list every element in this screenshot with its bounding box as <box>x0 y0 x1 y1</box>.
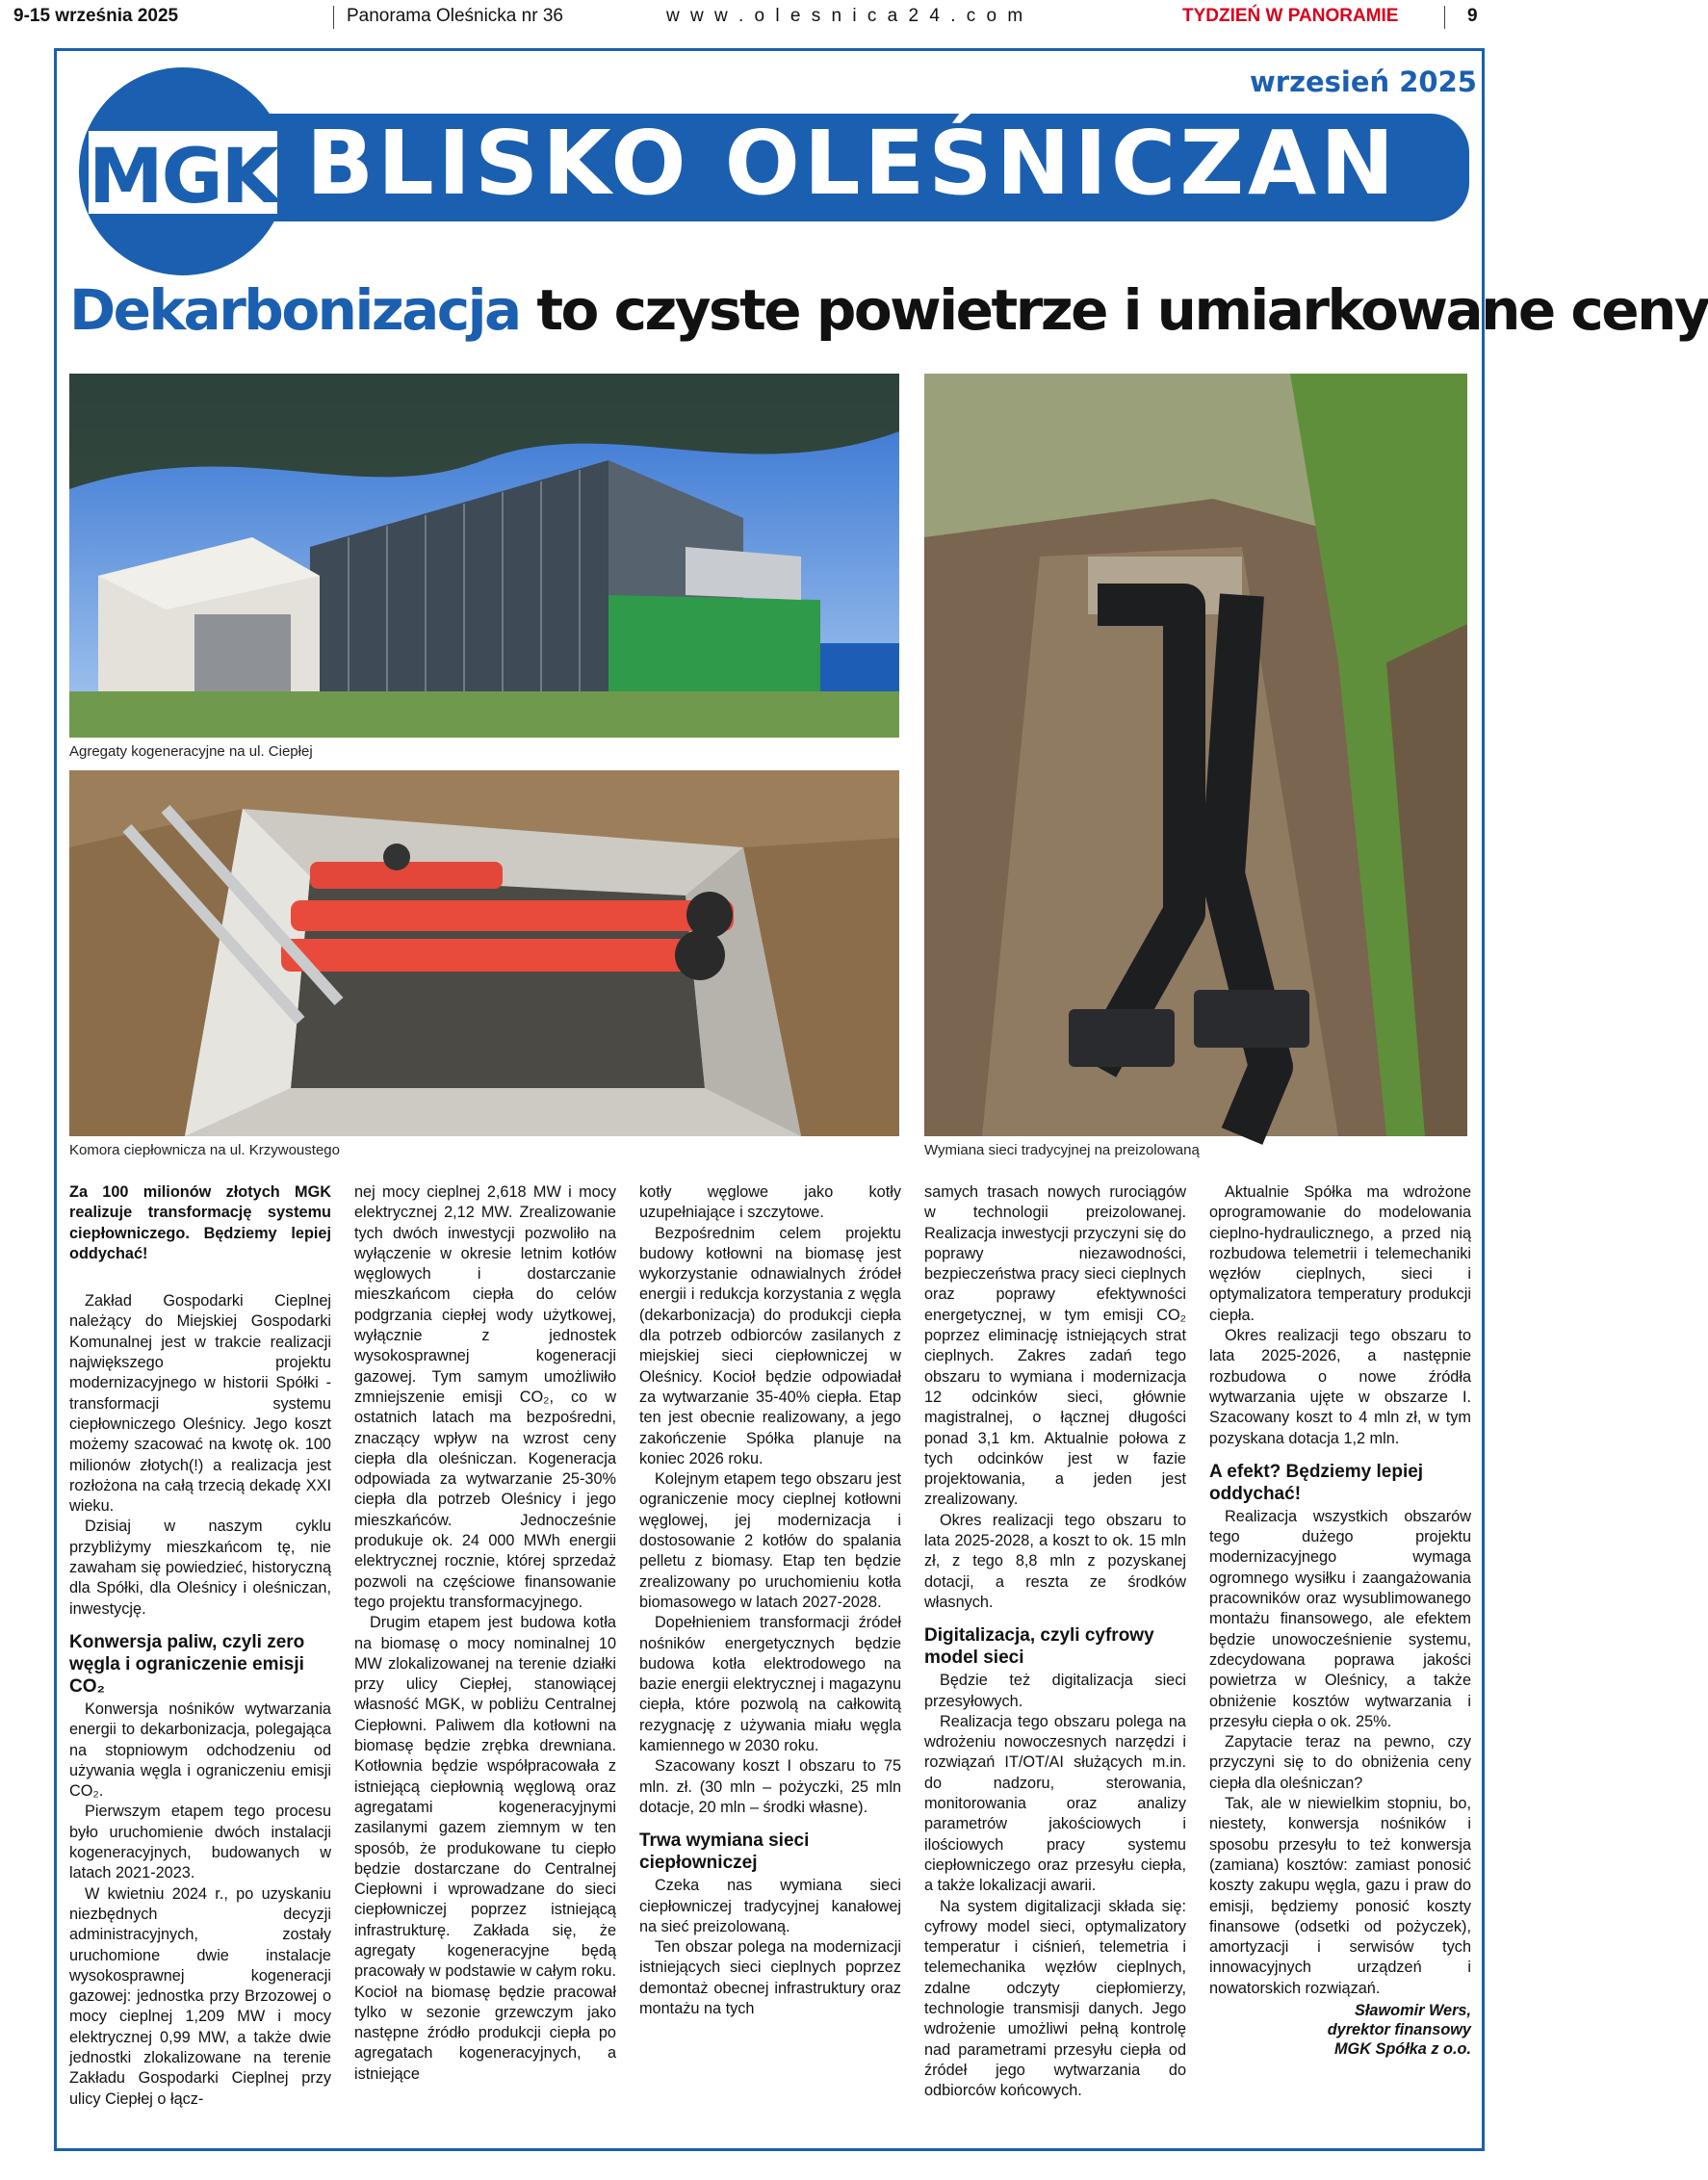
article-paragraph: Konwersja nośników wytwarzania energii to dekarbonizacja, polegająca na stopniowym odchodzeniu od używania węgla i ograniczeniu emisji CO₂. <box>69 1700 331 1801</box>
header-divider <box>333 6 334 29</box>
author-name: Sławomir Wers, <box>1355 2001 1471 2019</box>
subheading-fuel-conversion: Konwersja paliw, czyli zero węgla i ograniczenie emisji CO₂ <box>69 1631 305 1697</box>
subheading-effect: A efekt? Będziemy lepiej oddychać! <box>1209 1461 1424 1504</box>
website-url: w w w . o l e s n i c a 2 4 . c o m <box>666 6 1026 26</box>
article-paragraph: Na system digitalizacji składa się: cyfrowy model sieci, optymalizatory temperatur i ciśnień, telemetria i telemechanika węzłów cieplnych, zdalne odczyty ciepłomierzy, technologie transmisji danych. Jego wdrożenie umożliwi pełną kontrolę nad parametrami przesyłu ciepła od źródeł jego wytwarzania do odbiorców końcowych. <box>924 1897 1186 2100</box>
running-header <box>0 0 1500 37</box>
article-paragraph: Czeka nas wymiana sieci ciepłowniczej tradycyjnej kanałowej na sieć preizolowaną. <box>639 1877 901 1935</box>
photo-cogeneration-units <box>69 374 899 738</box>
headline-accent: Dekarbonizacja <box>69 277 520 343</box>
article-paragraph: W kwietniu 2024 r., po uzyskaniu niezbędnych decyzji administracyjnych, zostały uruchomione dwie instalacje wysokosprawnej kogeneracji gazowej: jednostka przy Brzozowej o mocy cieplnej 1,209 MW i mocy elektrycznej 0,99 MW, a także dwie jednostki zlokalizowane na terenie Zakładu Gospodarki Cieplnej przy ulicy Ciepłej o łącz- <box>69 1884 331 2108</box>
article-column-4 <box>924 1182 1186 2101</box>
article-paragraph: Będzie też digitalizacja sieci przesyłowych. <box>924 1672 1186 1710</box>
headline-rest: to czyste powietrze i umiarkowane ceny <box>519 277 1708 343</box>
article-paragraph: Zakład Gospodarki Cieplnej należący do Miejskiej Gospodarki Komunalnej jest w trakcie realizacji największego projektu modernizacyjnego w historii Spółki - transformacji systemu ciepłowniczego Oleśnicy. Jego koszt możemy szacować na kwotę ok. 100 milionów złotych(!) a realizacja jest rozłożona na całą trzecią dekadę XXI wieku. <box>69 1292 331 1516</box>
article-paragraph: kotły węglowe jako kotły uzupełniające i szczytowe. <box>639 1183 901 1222</box>
article-paragraph: Okres realizacji tego obszaru to lata 2025-2028, a koszt to ok. 15 mln zł, z tego 8,8 mln z pozyskanej dotacji, a reszta ze środków własnych. <box>924 1511 1186 1611</box>
article-paragraph: Realizacja wszystkich obszarów tego dużego projektu modernizacyjnego wymaga ogromnego wysiłku i zaangażowania pracowników oraz wysublimowanego montażu finansowego, ale efektem będzie unowocześnienie systemu, zdecydowana poprawa jakości powietrza w Oleśnicy, a także obniżenie kosztów wytwarzania i przesyłu ciepła o ok. 25%. <box>1209 1507 1471 1730</box>
section-title: TYDZIEŃ W PANORAMIE <box>1182 6 1399 26</box>
article-paragraph: Dzisiaj w naszym cyklu przybliżymy mieszkańcom tę, nie zawaham się powiedzieć, historyczną dla Spółki, dla Oleśnicy i oleśniczan, inwestycję. <box>69 1518 331 1618</box>
article-paragraph: nej mocy cieplnej 2,618 MW i mocy elektrycznej 2,12 MW. Zrealizowanie tych dwóch inwestycji pozwoliło na wyłączenie w okresie letnim kotłów węglowych i dostarczanie mieszkańcom ciepła do celów podgrzania ciepłej wody użytkowej, wyłącznie z jednostek wysokosprawnej kogeneracji gazowej. Tym samym umożliwiło zmniejszenie emisji CO₂, co w ostatnich latach ma bezpośredni, znaczący wpływ na wzrost ceny ciepła dla oleśniczan. Kogeneracja odpowiada za wytwarzanie 25-30% ciepła dla potrzeb Oleśnicy i jego mieszkańców. Jednocześnie produkuje ok. 24 000 MWh energii elektrycznej rocznie, której sprzedaż pozwoli na częściowe finansowanie tego projektu transformacyjnego. <box>354 1183 616 1611</box>
article-paragraph: Szacowany koszt I obszaru to 75 mln. zł. (30 mln – pożyczki, 25 mln dotacje, 20 mln – środki własne). <box>639 1757 901 1816</box>
subheading-network-replacement: Trwa wymiana sieci ciepłowniczej <box>639 1830 810 1874</box>
article-paragraph: Zapytacie teraz na pewno, czy przyczyni się to do obniżenia ceny ciepła dla oleśniczan? <box>1209 1733 1471 1792</box>
article-paragraph: Kolejnym etapem tego obszaru jest ograniczenie mocy cieplnej kotłowni węglowej, jej modernizacja i dostosowanie 2 kotłów do spalania pelletu z biomasy. Etap ten będzie zrealizowany po uruchomieniu kotła biomasowego w latach 2027-2028. <box>639 1470 901 1611</box>
logo-text: MGK <box>88 134 278 221</box>
caption-heating-chamber: Komora ciepłownicza na ul. Krzywoustego <box>69 1142 340 1158</box>
caption-pipe-replacement: Wymiana sieci tradycyjnej na preizolowaną <box>924 1142 1200 1158</box>
article-paragraph: Dopełnieniem transformacji źródeł nośników energetycznych będzie budowa kotła elektrodowego na bazie energii elektrycznej i magazynu ciepła, które pozwolą na całkowitą rezygnację z używania miału węgla kamiennego w 2030 roku. <box>639 1614 901 1755</box>
author-role: dyrektor finansowy <box>1327 2020 1471 2038</box>
photo-heating-chamber <box>69 770 899 1136</box>
article-paragraph: Aktualnie Spółka ma wdrożone oprogramowanie do modelowania cieplno-hydraulicznego, a przed nią rozbudowa telemetrii i telemechaniki węzłów cieplnych, sieci i optymalizatora temperatury produkcji ciepła. <box>1209 1183 1471 1324</box>
article-paragraph: Tak, ale w niewielkim stopniu, bo, niestety, konwersja nośników i sposobu przesyłu to też konwersja (zamiana) kosztów: zamiast ponosić koszty zakupu węgla, gazu i praw do emisji, będziemy ponosić koszty finansowe (odsetki od pożyczek), amortyzacji i serwisów tych innowacyjnych urządzeń i nowatorskich rozwiązań. <box>1209 1795 1471 1997</box>
mgk-logo <box>75 64 291 279</box>
article-paragraph: Okres realizacji tego obszaru to lata 2025-2026, a następnie rozbudowa o nowe źródła wytwarzania ujęte w obszarze I. Szacowany koszt to 4 mln zł, w tym pozyskana dotacja 1,2 mln. <box>1209 1327 1471 1447</box>
author-signature <box>1209 2001 1471 2059</box>
masthead-issue-date: wrzesień 2025 <box>1250 65 1477 98</box>
article-paragraph: samych trasach nowych rurociągów w technologii preizolowanej. Realizacja inwestycji przyczyni się do poprawy niezawodności, bezpieczeństwa pracy sieci cieplnych oraz poprawy efektywności energetycznej, w tym emisji CO₂ poprzez eliminację istniejących strat cieplnych. Zakres zadań tego obszaru to wymiana i modernizacja 12 odcinków sieci, głównie magistralnej, o łącznej długości ponad 3,1 km. Aktualnie połowa z tych odcinków jest w fazie projektowania, a jeden jest zrealizowany. <box>924 1183 1186 1509</box>
article-paragraph: Pierwszym etapem tego procesu było uruchomienie dwóch instalacji kogeneracyjnych, budowanych w latach 2021-2023. <box>69 1803 331 1882</box>
author-company: MGK Spółka z o.o. <box>1333 2039 1471 2058</box>
article-paragraph: Ten obszar polega na modernizacji istniejących sieci cieplnych poprzez demontaż obecnej infrastruktury oraz montażu na tych <box>639 1938 901 2017</box>
article-column-1 <box>69 1182 331 2110</box>
article-column-5 <box>1209 1182 1471 2059</box>
paper-issue: Panorama Oleśnicka nr 36 <box>347 6 563 26</box>
article-headline <box>69 277 1708 343</box>
page-number: 9 <box>1467 6 1478 26</box>
article-paragraph: Drugim etapem jest budowa kotła na biomasę o mocy nominalnej 10 MW zlokalizowanej na terenie działki przy ulicy Ciepłej, stanowiącej własność MGK, w pobliżu Centralnej Ciepłowni. Paliwem dla kotłowni na biomasę będzie zrębka drewniana. Kotłownia będzie współpracowała z istniejącą ciepłownią węglową oraz agregatami kogeneracyjnymi zasilanymi gazem ziemnym w ten sposób, że produkowane tu ciepło będzie dostarczane do Centralnej Ciepłowni i wprowadzane do sieci ciepłowniczej poprzez istniejącą infrastrukturę. Zakłada się, że agregaty kogeneracyjne będą pracowały w podstawie w całym roku. Kocioł na biomasę będzie pracował tylko w sezonie grzewczym jako następne źródło produkcji ciepła po agregatach kogeneracyjnych, a istniejące <box>354 1614 616 2083</box>
caption-cogeneration: Agregaty kogeneracyjne na ul. Ciepłej <box>69 743 313 760</box>
subheading-digitalization: Digitalizacja, czyli cyfrowy model sieci <box>924 1625 1154 1669</box>
article-paragraph: Bezpośrednim celem projektu budowy kotłowni na biomasę jest wykorzystanie odnawialnych źródeł energii i redukcja korzystania z węgla (dekarbonizacja) do produkcji ciepła dla potrzeb odbiorców zasilanych z miejskiej sieci ciepłowniczej w Oleśnicy. Kocioł będzie odpowiadał za wytwarzanie 35-40% ciepła. Etap ten jest obecnie realizowany, a jego zakończenie Spółka planuje na koniec 2026 roku. <box>639 1224 901 1467</box>
header-divider <box>1444 6 1445 29</box>
masthead-title: BLISKO OLEŚNICZAN <box>306 112 1399 215</box>
article-lead: Za 100 milionów złotych MGK realizuje transformację systemu ciepłowniczego. Będziemy lepiej oddychać! <box>69 1183 331 1262</box>
article-column-2 <box>354 1182 616 2085</box>
issue-dates: 9-15 września 2025 <box>13 6 179 26</box>
article-paragraph: Realizacja tego obszaru polega na wdrożeniu nowoczesnych narzędzi i rozwiązań IT/OT/AI służących m.in. do nadzoru, sterowania, monitorowania oraz analizy parametrów jakościowych i ilościowych pracy systemu ciepłowniczego oraz przesyłu ciepła, a także lokalizacji awarii. <box>924 1712 1186 1895</box>
article-column-3 <box>639 1182 901 2019</box>
photo-pipe-replacement <box>924 374 1467 1136</box>
